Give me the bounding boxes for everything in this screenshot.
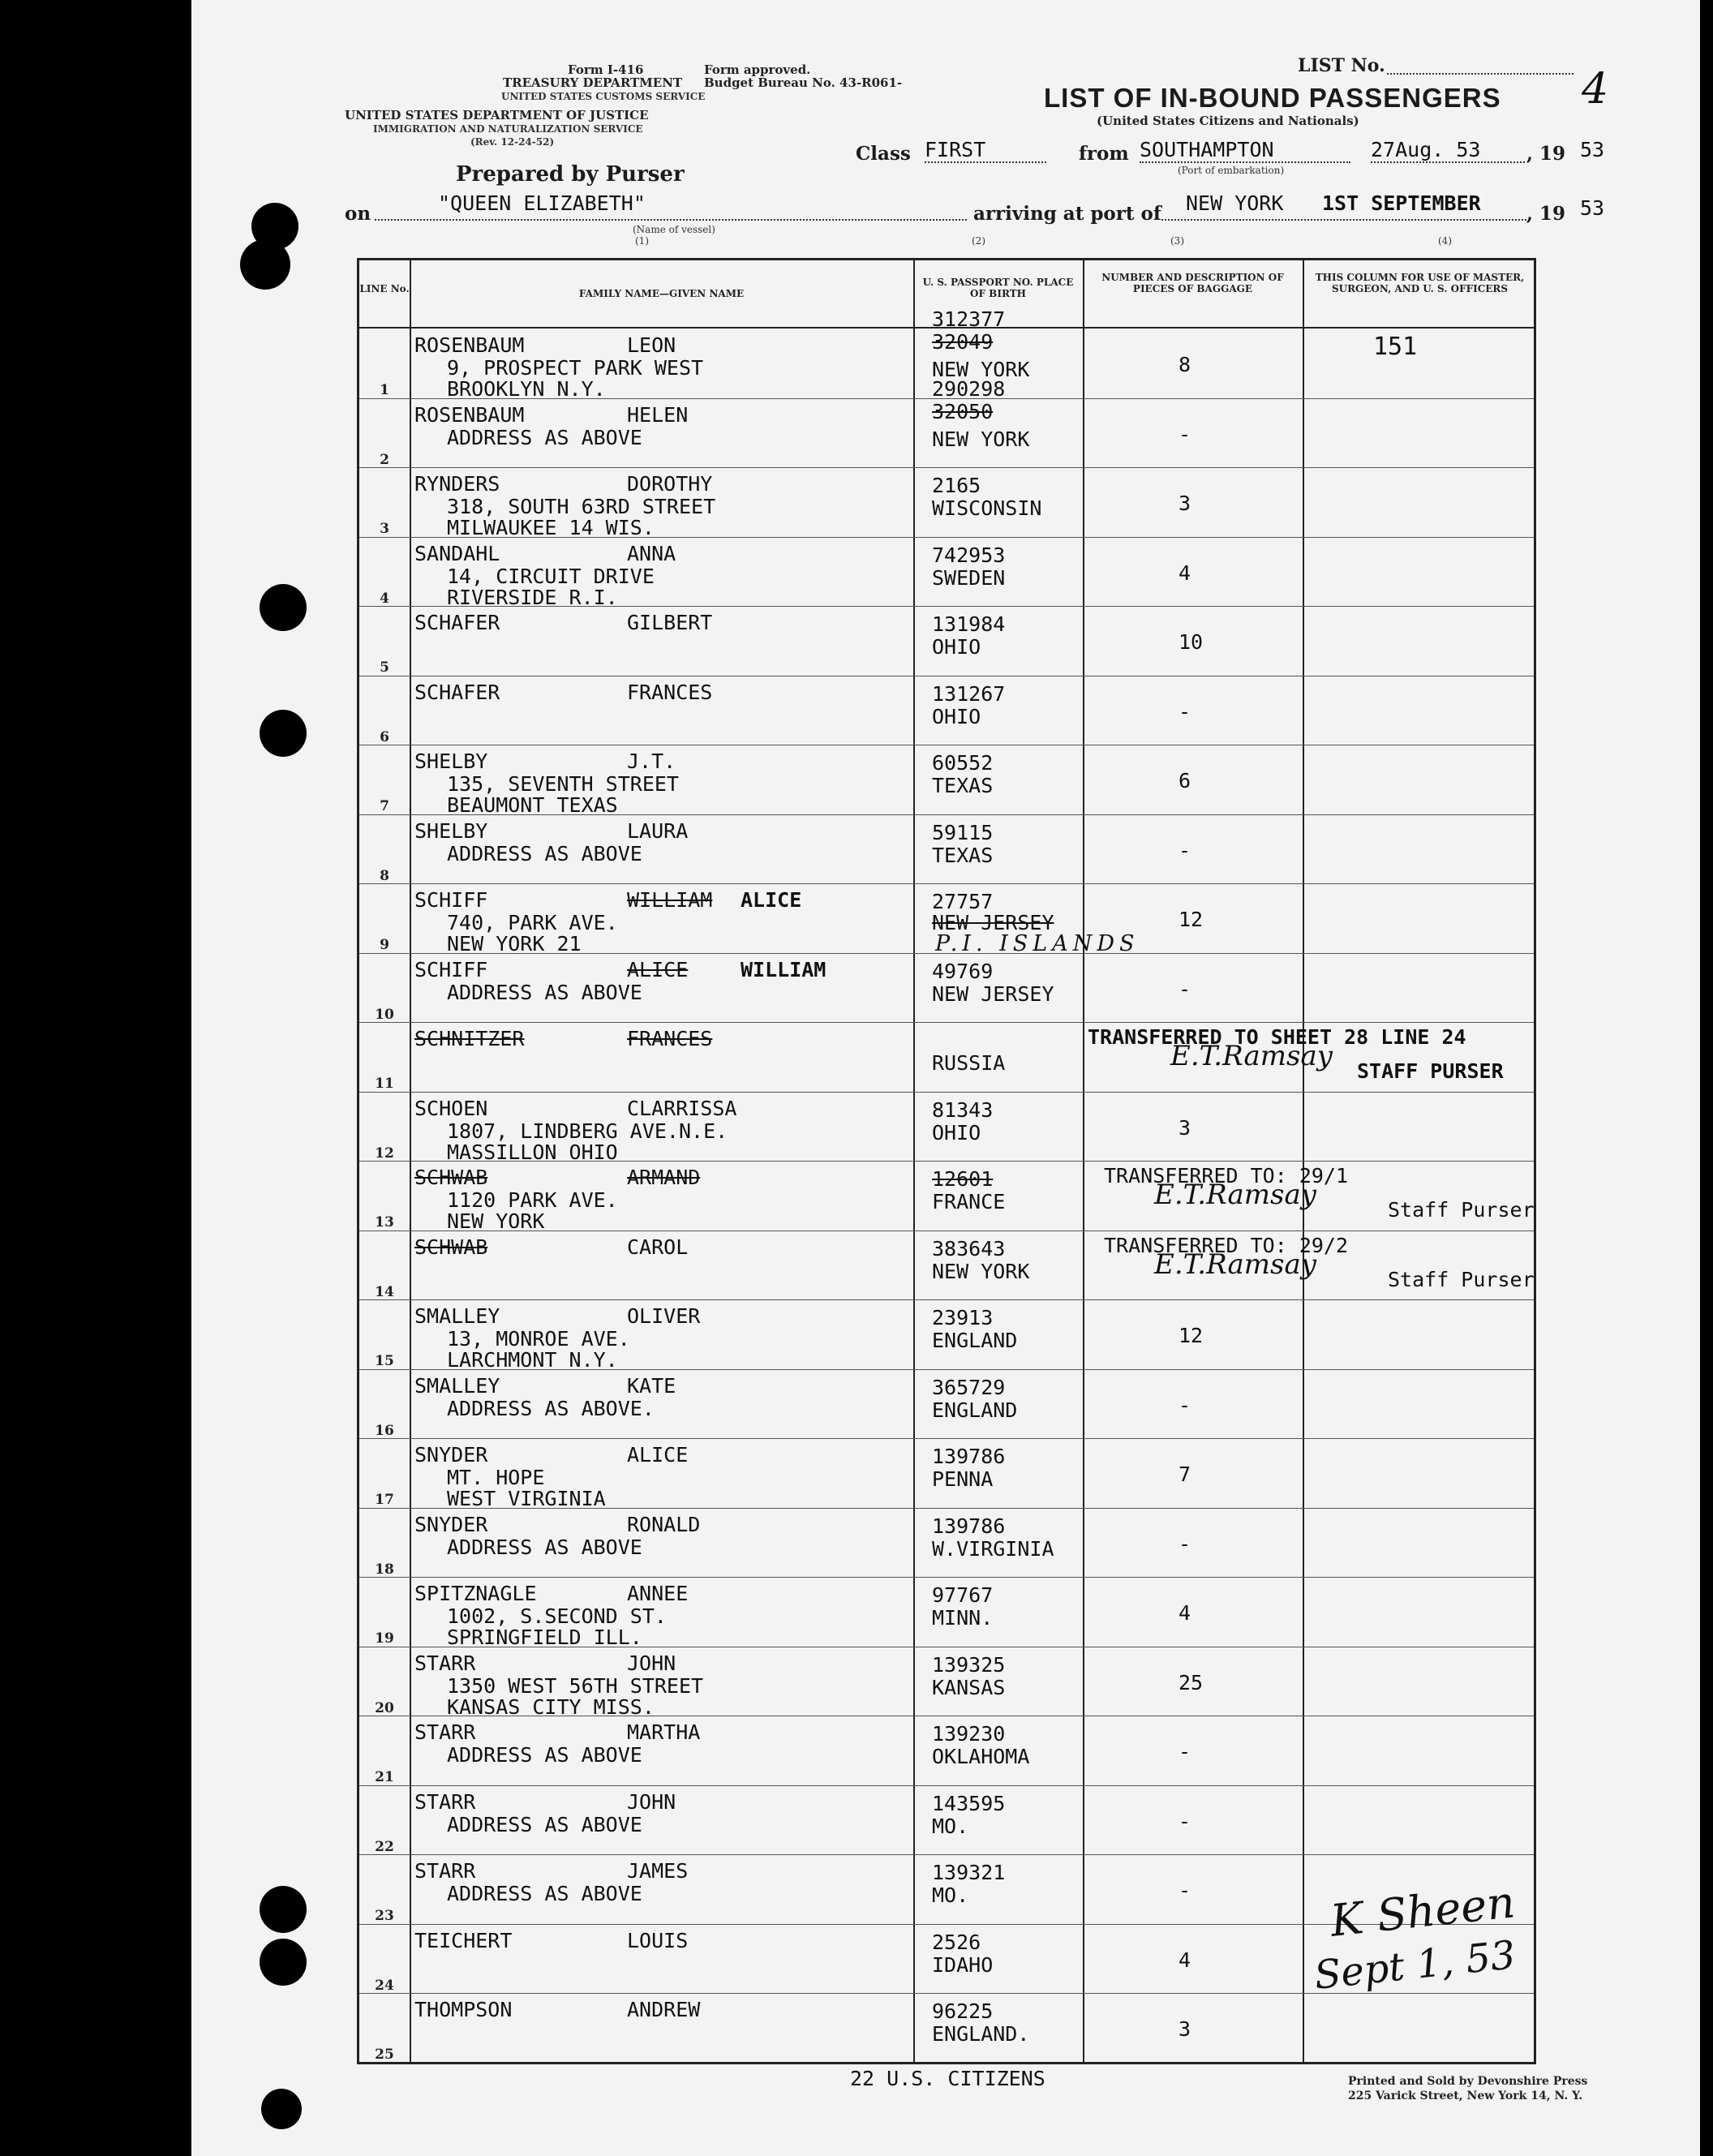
transfer-note: TRANSFERRED TO: 29/1	[1104, 1164, 1349, 1188]
table-row	[359, 1508, 1534, 1578]
binder-hole	[260, 710, 307, 757]
line-number: 20	[375, 1699, 394, 1716]
baggage-count: 12	[1178, 1324, 1204, 1347]
baggage-count: 25	[1178, 1670, 1204, 1694]
revision-date: (Rev. 12-24-52)	[470, 136, 555, 148]
baggage-count: -	[1178, 977, 1191, 1001]
family-name: STARR	[414, 1789, 476, 1814]
passport-number-struck: 12601	[932, 1167, 994, 1191]
table-row	[359, 606, 1534, 676]
year-value: 53	[1580, 138, 1605, 161]
dept-justice: UNITED STATES DEPARTMENT OF JUSTICE	[345, 108, 649, 122]
family-name-struck: SCHWAB	[414, 1166, 488, 1189]
family-name: SNYDER	[414, 1512, 488, 1536]
list-no-value: 4	[1582, 65, 1609, 114]
header-baggage: NUMBER AND DESCRIPTION OF PIECES OF BAGGAGE	[1101, 272, 1284, 294]
family-name-struck: SCHNITZER	[414, 1027, 525, 1050]
birthplace: OHIO	[932, 1120, 981, 1145]
table-row	[359, 1369, 1534, 1439]
birthplace: FRANCE	[932, 1190, 1006, 1213]
family-name: THOMPSON	[414, 1998, 513, 2021]
passport-number: 383643	[932, 1236, 1006, 1261]
given-name: LEON	[627, 333, 676, 357]
birthplace: IDAHO	[932, 1952, 994, 1977]
birthplace: NEW YORK	[932, 427, 1030, 451]
table-row	[359, 1577, 1534, 1647]
address-line-1: MT. HOPE	[447, 1466, 545, 1489]
line-number: 21	[375, 1769, 394, 1785]
birthplace: PENNA	[932, 1467, 994, 1491]
passport-number: 312377	[932, 307, 1006, 331]
row-divider	[359, 1230, 1534, 1231]
line-number: 22	[375, 1838, 394, 1855]
row-divider	[359, 1369, 1534, 1370]
passport-number: 290298	[932, 376, 1006, 401]
line-number: 13	[375, 1214, 394, 1230]
family-name: SNYDER	[414, 1443, 488, 1467]
table-row	[359, 676, 1534, 745]
passport-number-struck: 32050	[932, 399, 994, 423]
birthplace: NEW YORK	[932, 1259, 1030, 1283]
line-number: 19	[375, 1630, 394, 1647]
given-name: ALICE	[627, 1443, 689, 1467]
line-number: 6	[380, 728, 389, 745]
table-row	[359, 1299, 1534, 1372]
binder-hole	[260, 1886, 307, 1933]
row-divider	[359, 1438, 1534, 1439]
family-name: TEICHERT	[414, 1928, 513, 1952]
given-name: LAURA	[627, 818, 689, 843]
form-number: Form I-416	[568, 62, 644, 77]
header-passport: U. S. PASSPORT NO. PLACE OF BIRTH	[922, 277, 1074, 299]
family-name: ROSENBAUM	[414, 333, 525, 357]
line-number: 25	[375, 2046, 394, 2063]
row-divider	[359, 606, 1534, 607]
binder-hole	[240, 239, 290, 290]
given-name-struck: FRANCES	[627, 1027, 713, 1050]
embark-date: 27Aug. 53	[1371, 138, 1481, 161]
row-divider	[359, 1161, 1534, 1162]
address-line-1: 9, PROSPECT PARK WEST	[447, 356, 704, 380]
baggage-count: 7	[1178, 1462, 1191, 1486]
address-line-2: WEST VIRGINIA	[447, 1487, 606, 1510]
year-value: 53	[1580, 196, 1605, 220]
given-name: RONALD	[627, 1512, 701, 1536]
on-label: on	[345, 203, 371, 225]
printer-line-1: Printed and Sold by Devonshire Press	[1348, 2075, 1588, 2088]
address-line-1: 13, MONROE AVE.	[447, 1327, 630, 1351]
address-line-2: BROOKLYN N.Y.	[447, 377, 606, 401]
row-divider	[359, 1854, 1534, 1855]
family-name: STARR	[414, 1651, 476, 1675]
line-number: 14	[375, 1283, 394, 1300]
baggage-count: 4	[1178, 1948, 1191, 1972]
family-name: STARR	[414, 1859, 476, 1883]
birthplace: P.I. ISLANDS	[935, 931, 1140, 956]
baggage-count: 4	[1178, 560, 1191, 585]
given-name: CLARRISSA	[627, 1096, 737, 1120]
passport-number-struck: 32049	[932, 330, 994, 354]
baggage-count: 6	[1178, 769, 1191, 792]
family-name: SCHAFER	[414, 680, 500, 704]
address-line-2: KANSAS CITY MISS.	[447, 1694, 655, 1719]
given-name: FRANCES	[627, 680, 713, 704]
table-row	[359, 1022, 1534, 1092]
given-name: CAROL	[627, 1235, 689, 1259]
birthplace-struck: NEW JERSEY	[932, 911, 1054, 934]
class-value: FIRST	[925, 138, 1046, 163]
baggage-count: -	[1178, 1740, 1191, 1763]
passport-number: 143595	[932, 1791, 1006, 1815]
purser-signature: E.T.Ramsay	[1154, 1248, 1316, 1281]
table-row	[359, 1785, 1534, 1855]
address-line-1: 135, SEVENTH STREET	[447, 772, 679, 796]
line-number: 23	[375, 1908, 394, 1924]
birthplace: MINN.	[932, 1606, 994, 1630]
line-number: 11	[375, 1076, 394, 1092]
table-row	[359, 1161, 1535, 1233]
line-number: 16	[375, 1422, 394, 1439]
column-number: (3)	[1170, 235, 1184, 247]
prepared-by: Prepared by Purser	[456, 162, 685, 187]
family-name: SMALLEY	[414, 1373, 500, 1398]
column-number: (1)	[635, 235, 649, 247]
line-number: 3	[380, 521, 389, 537]
given-name: LOUIS	[627, 1928, 689, 1952]
immigration-service: IMMIGRATION AND NATURALIZATION SERVICE	[373, 123, 643, 135]
family-name: SCHIFF	[414, 888, 488, 912]
address-line-1: ADDRESS AS ABOVE	[447, 1812, 642, 1836]
passport-number: 96225	[932, 1999, 994, 2023]
passport-number: 139321	[932, 1861, 1006, 1884]
port-caption: (Port of embarkation)	[1178, 165, 1285, 176]
passport-number: 139230	[932, 1722, 1006, 1746]
budget-bureau: Budget Bureau No. 43-R061-	[704, 75, 903, 90]
given-name: HELEN	[627, 402, 689, 427]
address-line-1: 1807, LINDBERG AVE.N.E.	[447, 1119, 728, 1143]
passport-number: 742953	[932, 543, 1006, 567]
birthplace: ENGLAND.	[932, 2022, 1030, 2046]
passport-number: 365729	[932, 1375, 1006, 1399]
row-divider	[359, 537, 1534, 538]
passport-number: 59115	[932, 820, 994, 844]
birthplace: MO.	[932, 1814, 969, 1838]
row-divider	[359, 1785, 1534, 1786]
address-line-1: ADDRESS AS ABOVE.	[447, 1396, 655, 1420]
arrival-date: 1ST SEPTEMBER	[1322, 191, 1481, 215]
staff-purser-label: STAFF PURSER	[1357, 1059, 1504, 1083]
row-divider	[359, 953, 1534, 954]
vessel-line	[375, 219, 967, 221]
baggage-count: -	[1178, 1879, 1191, 1902]
given-name: JAMES	[627, 1859, 689, 1883]
given-name: ANNA	[627, 541, 676, 565]
address-line-1: 1120 PARK AVE.	[447, 1188, 618, 1212]
given-name: ANNEE	[627, 1582, 689, 1605]
officer-note: 151	[1373, 333, 1418, 361]
given-name: JOHN	[627, 1651, 676, 1675]
family-name: SCHIFF	[414, 957, 488, 981]
family-name: SHELBY	[414, 818, 488, 843]
birthplace: TEXAS	[932, 843, 994, 867]
column-number: (2)	[972, 235, 985, 247]
embark-port: SOUTHAMPTON	[1140, 138, 1350, 163]
table-row	[359, 953, 1534, 1023]
line-number: 15	[375, 1353, 394, 1369]
family-name: SHELBY	[414, 749, 488, 773]
arrival-line	[1161, 219, 1526, 221]
line-number: 12	[375, 1145, 394, 1162]
line-number: 24	[375, 1977, 394, 1994]
family-name: RYNDERS	[414, 472, 500, 496]
year-prefix: , 19	[1526, 203, 1566, 225]
passport-number: 139786	[932, 1445, 1006, 1468]
address-line-1: ADDRESS AS ABOVE	[447, 1743, 642, 1767]
vessel-caption: (Name of vessel)	[633, 224, 715, 235]
family-name: ROSENBAUM	[414, 402, 525, 427]
passport-number: 139325	[932, 1652, 1006, 1677]
embark-date-line	[1371, 161, 1525, 163]
baggage-count: -	[1178, 699, 1191, 724]
baggage-count: -	[1178, 422, 1191, 446]
passenger-table	[357, 258, 1536, 2064]
baggage-count: 3	[1178, 492, 1191, 515]
list-no-line	[1387, 73, 1573, 75]
family-name: SMALLEY	[414, 1304, 500, 1328]
birthplace: OKLAHOMA	[932, 1745, 1030, 1768]
birthplace: SWEDEN	[932, 565, 1006, 590]
baggage-count: 8	[1178, 353, 1191, 376]
address-line-1: 1350 WEST 56TH STREET	[447, 1673, 704, 1698]
birthplace: OHIO	[932, 635, 981, 659]
table-row	[359, 1230, 1534, 1300]
row-divider	[359, 883, 1534, 884]
address-line-1: ADDRESS AS ABOVE	[447, 425, 642, 449]
baggage-count: -	[1178, 838, 1191, 862]
given-name: GILBERT	[627, 611, 713, 634]
class-label: Class	[856, 143, 911, 165]
birthplace: KANSAS	[932, 1675, 1006, 1699]
given-name: JOHN	[627, 1789, 676, 1814]
given-name: ALICE	[741, 888, 802, 912]
binder-hole	[261, 2089, 302, 2129]
row-divider	[359, 1577, 1534, 1578]
passport-number: 97767	[932, 1583, 994, 1607]
given-name: KATE	[627, 1373, 676, 1398]
given-name-struck: ALICE	[627, 957, 689, 981]
header-line-no: LINE No.	[359, 283, 410, 294]
passport-number: 27757	[932, 890, 994, 913]
row-divider	[359, 814, 1534, 815]
address-line-2: SPRINGFIELD ILL.	[447, 1626, 642, 1649]
binder-hole	[260, 584, 307, 631]
passport-number: 2165	[932, 474, 981, 497]
passport-number: 60552	[932, 751, 994, 775]
address-line-2: RIVERSIDE R.I.	[447, 585, 618, 609]
address-line-1: 14, CIRCUIT DRIVE	[447, 564, 655, 588]
line-number: 8	[380, 867, 389, 884]
passport-number: 81343	[932, 1097, 994, 1122]
baggage-count: -	[1178, 1809, 1191, 1833]
transfer-note: TRANSFERRED TO SHEET 28 LINE 24	[1088, 1025, 1466, 1049]
line-number: 2	[380, 451, 389, 468]
printer-line-2: 225 Varick Street, New York 14, N. Y.	[1348, 2089, 1583, 2102]
passport-number: 139786	[932, 1514, 1006, 1538]
officer-signature-date: Sept 1, 53	[1312, 1932, 1518, 1999]
purser-signature: E.T.Ramsay	[1170, 1040, 1333, 1072]
family-name: SCHAFER	[414, 611, 500, 634]
given-name: MARTHA	[627, 1720, 701, 1744]
line-number: 17	[375, 1492, 394, 1508]
given-name-struck: ARMAND	[627, 1166, 701, 1189]
baggage-count: 12	[1178, 908, 1204, 931]
table-row	[359, 1092, 1534, 1162]
birthplace: ENGLAND	[932, 1398, 1018, 1422]
given-name: J.T.	[627, 749, 676, 773]
header-name: FAMILY NAME—GIVEN NAME	[578, 288, 745, 299]
row-divider	[359, 1299, 1534, 1300]
purser-signature: E.T.Ramsay	[1154, 1179, 1316, 1211]
passport-number: 49769	[932, 959, 994, 983]
page-subtitle: (United States Citizens and Nationals)	[1097, 114, 1359, 128]
given-name: ANDREW	[627, 1998, 701, 2021]
dept-customs: UNITED STATES CUSTOMS SERVICE	[501, 91, 706, 102]
line-number: 10	[375, 1006, 394, 1023]
column-number: (4)	[1438, 235, 1452, 247]
address-line-2: BEAUMONT TEXAS	[447, 793, 618, 817]
family-name: SCHOEN	[414, 1096, 488, 1120]
list-no-label: LIST No.	[1298, 55, 1385, 76]
address-line-2: NEW YORK	[447, 1209, 545, 1233]
year-prefix: , 19	[1526, 143, 1566, 165]
given-name: WILLIAM	[741, 957, 826, 981]
birthplace: WISCONSIN	[932, 496, 1042, 520]
table-row	[359, 883, 1534, 956]
row-divider	[359, 1022, 1534, 1023]
staff-purser-label: Staff Purser	[1388, 1198, 1535, 1222]
family-name: SPITZNAGLE	[414, 1582, 537, 1605]
table-row	[359, 814, 1534, 884]
table-row	[359, 1438, 1534, 1508]
table-row	[359, 1647, 1534, 1719]
birthplace: MO.	[932, 1883, 969, 1907]
line-number: 5	[380, 659, 389, 676]
address-line-1: 740, PARK AVE.	[447, 911, 618, 934]
dept-treasury: TREASURY DEPARTMENT	[503, 75, 683, 90]
given-name: DOROTHY	[627, 472, 713, 496]
given-name: OLIVER	[627, 1304, 701, 1328]
passport-number: 131984	[932, 612, 1006, 636]
table-row	[359, 745, 1534, 817]
table-row	[359, 467, 1534, 537]
address-line-1: ADDRESS AS ABOVE	[447, 1535, 642, 1559]
passport-number: 131267	[932, 681, 1006, 706]
binder-hole	[260, 1939, 307, 1986]
baggage-count: 10	[1178, 630, 1204, 654]
address-line-1: ADDRESS AS ABOVE	[447, 980, 642, 1004]
address-line-2: LARCHMONT N.Y.	[447, 1348, 618, 1372]
baggage-count: 4	[1178, 1601, 1191, 1625]
line-number: 4	[380, 590, 389, 607]
form-approved: Form approved.	[704, 62, 811, 77]
officer-signature: K Sheen	[1328, 1876, 1518, 1947]
birthplace: W.VIRGINIA	[932, 1536, 1054, 1561]
transfer-note: TRANSFERRED TO: 29/2	[1104, 1233, 1349, 1257]
passport-number: 23913	[932, 1306, 994, 1329]
birthplace: OHIO	[932, 704, 981, 728]
total-citizens: 22 U.S. CITIZENS	[850, 2067, 1045, 2090]
baggage-count: -	[1178, 1393, 1191, 1417]
birthplace: NEW JERSEY	[932, 981, 1054, 1006]
address-line-2: MASSILLON OHIO	[447, 1140, 618, 1164]
staff-purser-label: Staff Purser	[1388, 1267, 1535, 1291]
arriving-label: arriving at port of	[973, 203, 1161, 225]
baggage-count: -	[1178, 1531, 1191, 1556]
birthplace: RUSSIA	[932, 1051, 1006, 1075]
table-row	[359, 537, 1534, 607]
header-officers: THIS COLUMN FOR USE OF MASTER, SURGEON, AND U. S. OFFICERS	[1315, 272, 1525, 294]
vessel-name: "QUEEN ELIZABETH"	[438, 191, 646, 215]
baggage-count: 3	[1178, 2017, 1191, 2041]
birthplace: TEXAS	[932, 774, 994, 797]
line-number: 1	[380, 382, 389, 398]
address-line-2: MILWAUKEE 14 WIS.	[447, 516, 655, 539]
row-divider	[359, 467, 1534, 468]
baggage-count: 3	[1178, 1115, 1191, 1140]
row-divider	[359, 1092, 1534, 1093]
table-row	[359, 1993, 1534, 2063]
family-name-struck: SCHWAB	[414, 1235, 488, 1259]
address-line-2: NEW YORK 21	[447, 932, 582, 956]
address-line-1: 318, SOUTH 63RD STREET	[447, 495, 716, 518]
line-number: 9	[380, 937, 389, 953]
line-number: 7	[380, 798, 389, 814]
page-title: LIST OF IN-BOUND PASSENGERS	[1044, 83, 1501, 113]
family-name: STARR	[414, 1720, 476, 1744]
line-number: 18	[375, 1561, 394, 1578]
passport-number: 2526	[932, 1930, 981, 1954]
table-row	[359, 1716, 1534, 1785]
birthplace: ENGLAND	[932, 1329, 1018, 1352]
address-line-1: ADDRESS AS ABOVE	[447, 1882, 642, 1905]
birthplace: NEW YORK	[932, 358, 1030, 381]
from-label: from	[1079, 143, 1129, 165]
given-name-struck: WILLIAM	[627, 888, 713, 912]
address-line-1: 1002, S.SECOND ST.	[447, 1604, 667, 1628]
family-name: SANDAHL	[414, 541, 500, 565]
arrival-port: NEW YORK	[1186, 191, 1284, 215]
row-divider	[359, 1508, 1534, 1509]
address-line-1: ADDRESS AS ABOVE	[447, 841, 642, 865]
